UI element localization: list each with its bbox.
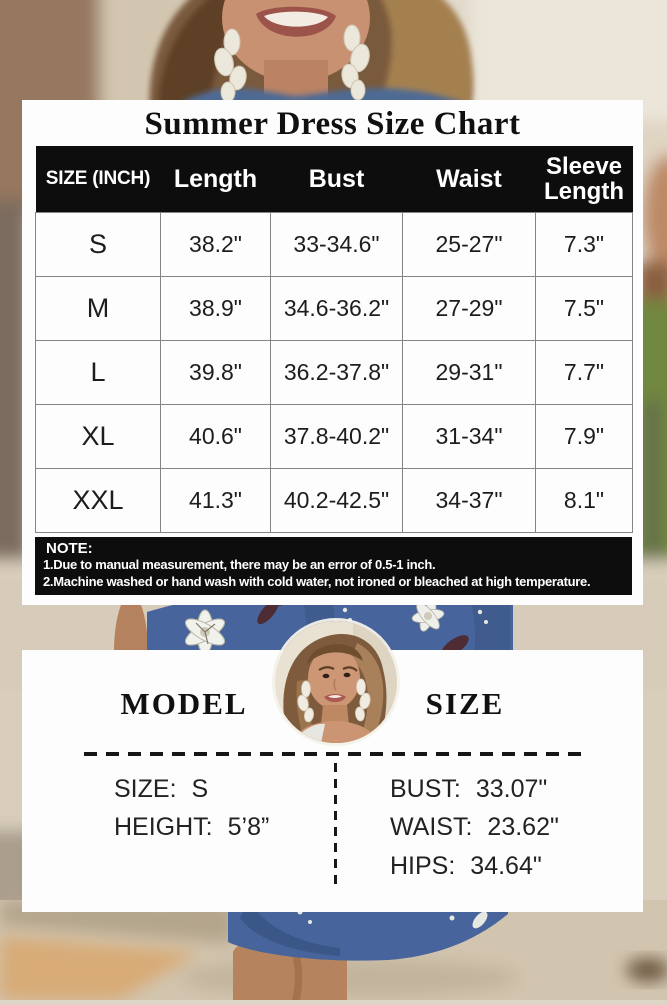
spec-row xyxy=(114,770,269,809)
spec-row xyxy=(390,770,559,809)
dashed-divider-horizontal xyxy=(84,752,588,756)
spec-value: S xyxy=(191,774,209,803)
model-title: MODEL xyxy=(120,686,248,721)
measurement-cell: 31-34" xyxy=(403,405,536,469)
column-header: SIZE (INCH) xyxy=(36,146,161,213)
spec-value: 33.07" xyxy=(475,774,548,803)
size-row xyxy=(36,277,633,341)
spec-label: WAIST: xyxy=(390,813,473,842)
note-lines xyxy=(43,557,626,590)
measurement-cell: 25-27" xyxy=(403,213,536,277)
measurement-cell: 29-31" xyxy=(403,341,536,405)
dashed-divider-vertical xyxy=(334,763,337,889)
measurement-cell: 41.3" xyxy=(161,469,271,533)
measurement-cell: 38.9" xyxy=(161,277,271,341)
spec-row xyxy=(390,809,559,848)
model-size-card xyxy=(22,650,643,912)
measurement-cell: 27-29" xyxy=(403,277,536,341)
size-label-cell: L xyxy=(36,341,161,405)
spec-value: 23.62" xyxy=(487,813,559,842)
measurement-cell: 40.2-42.5" xyxy=(271,469,403,533)
note-line: 1.Due to manual measurement, there may be an error of 0.5-1 inch. xyxy=(43,557,436,573)
spec-value: 34.64" xyxy=(470,851,542,880)
measurement-cell: 7.7" xyxy=(536,341,633,405)
measurement-cell: 7.5" xyxy=(536,277,633,341)
measurement-cell: 36.2-37.8" xyxy=(271,341,403,405)
measurement-cell: 39.8" xyxy=(161,341,271,405)
size-table-header-row xyxy=(36,146,633,213)
column-header: Waist xyxy=(403,146,536,213)
size-row xyxy=(36,469,633,533)
spec-label: HIPS: xyxy=(390,851,456,880)
spec-value: 5’8” xyxy=(227,813,270,842)
size-chart-card xyxy=(22,100,643,605)
column-header: Length xyxy=(161,146,271,213)
spec-label: BUST: xyxy=(390,774,461,803)
column-header: Sleeve Length xyxy=(536,146,633,213)
size-row xyxy=(36,213,633,277)
note-line: 2.Machine washed or hand wash with cold water, not ironed or bleached at high temperature. xyxy=(43,573,591,589)
column-header: Bust xyxy=(271,146,403,213)
measurement-cell: 34-37" xyxy=(403,469,536,533)
note-box xyxy=(35,537,632,595)
page-title: Summer Dress Size Chart xyxy=(144,106,521,142)
measurement-cell: 38.2" xyxy=(161,213,271,277)
note-label: NOTE: xyxy=(46,540,93,558)
spec-row xyxy=(390,847,559,886)
model-avatar xyxy=(275,621,397,743)
size-table-body xyxy=(36,213,633,533)
measurement-cell: 37.8-40.2" xyxy=(271,405,403,469)
size-title: SIZE xyxy=(425,686,505,721)
measurement-cell: 7.3" xyxy=(536,213,633,277)
measurement-cell: 7.9" xyxy=(536,405,633,469)
size-row xyxy=(36,405,633,469)
measurement-cell: 34.6-36.2" xyxy=(271,277,403,341)
measurement-cell: 33-34.6" xyxy=(271,213,403,277)
model-specs-right xyxy=(390,770,559,886)
model-specs-left xyxy=(114,770,269,847)
measurement-cell: 40.6" xyxy=(161,405,271,469)
size-label-cell: XL xyxy=(36,405,161,469)
spec-row xyxy=(114,809,269,848)
measurement-cell: 8.1" xyxy=(536,469,633,533)
spec-label: SIZE: xyxy=(114,774,177,803)
size-label-cell: S xyxy=(36,213,161,277)
size-chart-table xyxy=(35,146,633,534)
size-row xyxy=(36,341,633,405)
size-label-cell: M xyxy=(36,277,161,341)
spec-label: HEIGHT: xyxy=(114,813,213,842)
size-label-cell: XXL xyxy=(36,469,161,533)
